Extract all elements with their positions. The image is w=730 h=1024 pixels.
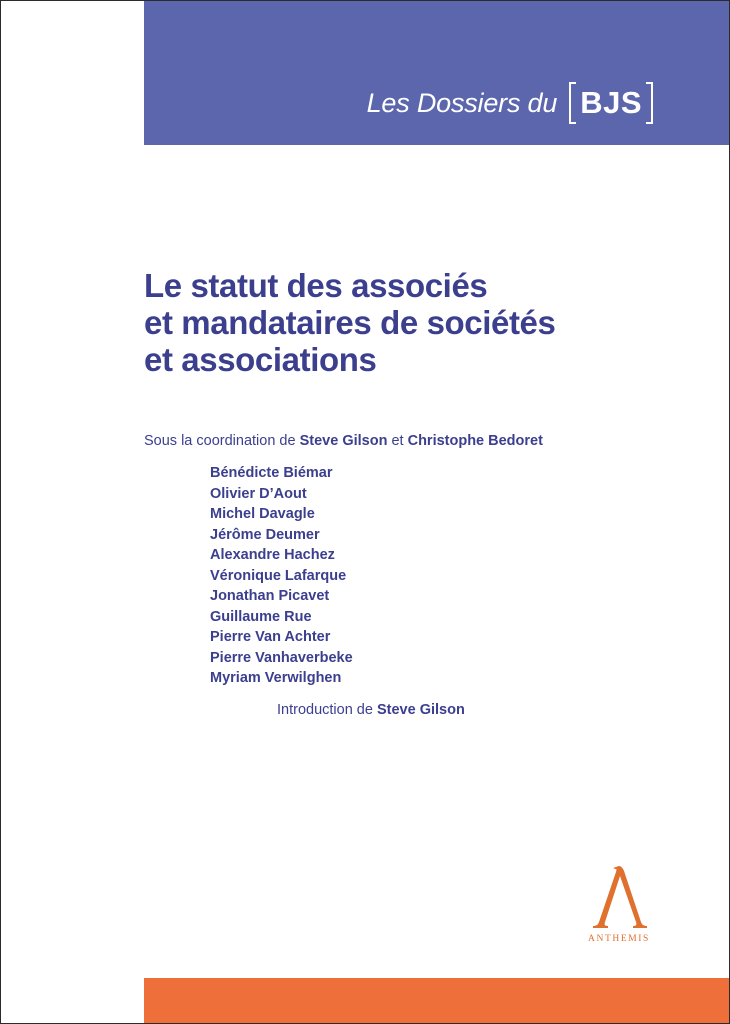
author-name: Pierre Vanhaverbeke <box>210 649 353 666</box>
author-name: Pierre Van Achter <box>210 629 331 645</box>
author-name: Myriam Verwilghen <box>210 670 342 686</box>
title-line: et mandataires de sociétés <box>144 304 556 341</box>
introduction-prefix: Introduction de <box>277 702 373 718</box>
bracket-right-icon <box>646 82 653 124</box>
publisher-name: ANTHEMIS <box>588 934 650 944</box>
author-name: Michel Davagle <box>210 506 315 522</box>
book-title <box>144 267 704 378</box>
series-prefix: Les Dossiers du <box>366 87 558 118</box>
title-line: et associations <box>144 341 377 378</box>
author-list <box>210 463 353 689</box>
author-name: Jérôme Deumer <box>210 526 320 543</box>
coordination-line <box>144 433 543 449</box>
title-line: Le statut des associés <box>144 267 488 304</box>
author-name: Bénédicte Biémar <box>210 465 333 481</box>
coordination-prefix: Sous la coordination de <box>144 433 296 449</box>
author-name: Guillaume Rue <box>210 608 312 625</box>
author-name: Jonathan Picavet <box>210 588 330 604</box>
bracket-left-icon <box>569 82 576 124</box>
author-name: Olivier D’Aout <box>210 485 307 502</box>
coordination-conjunction: et <box>391 433 404 449</box>
publisher-logo <box>579 864 659 950</box>
footer-band <box>144 978 730 1024</box>
author-name: Véronique Lafarque <box>210 567 347 584</box>
introduction-line <box>277 702 465 718</box>
series-logo <box>367 77 653 129</box>
header-band <box>144 1 730 145</box>
introduction-author: Steve Gilson <box>376 702 465 718</box>
coordinator-name: Christophe Bedoret <box>407 433 543 449</box>
author-name: Alexandre Hachez <box>210 547 335 563</box>
coordinator-name: Steve Gilson <box>299 433 388 449</box>
anthemis-a-logo-icon <box>589 864 649 930</box>
series-acronym: BJS <box>580 85 642 120</box>
